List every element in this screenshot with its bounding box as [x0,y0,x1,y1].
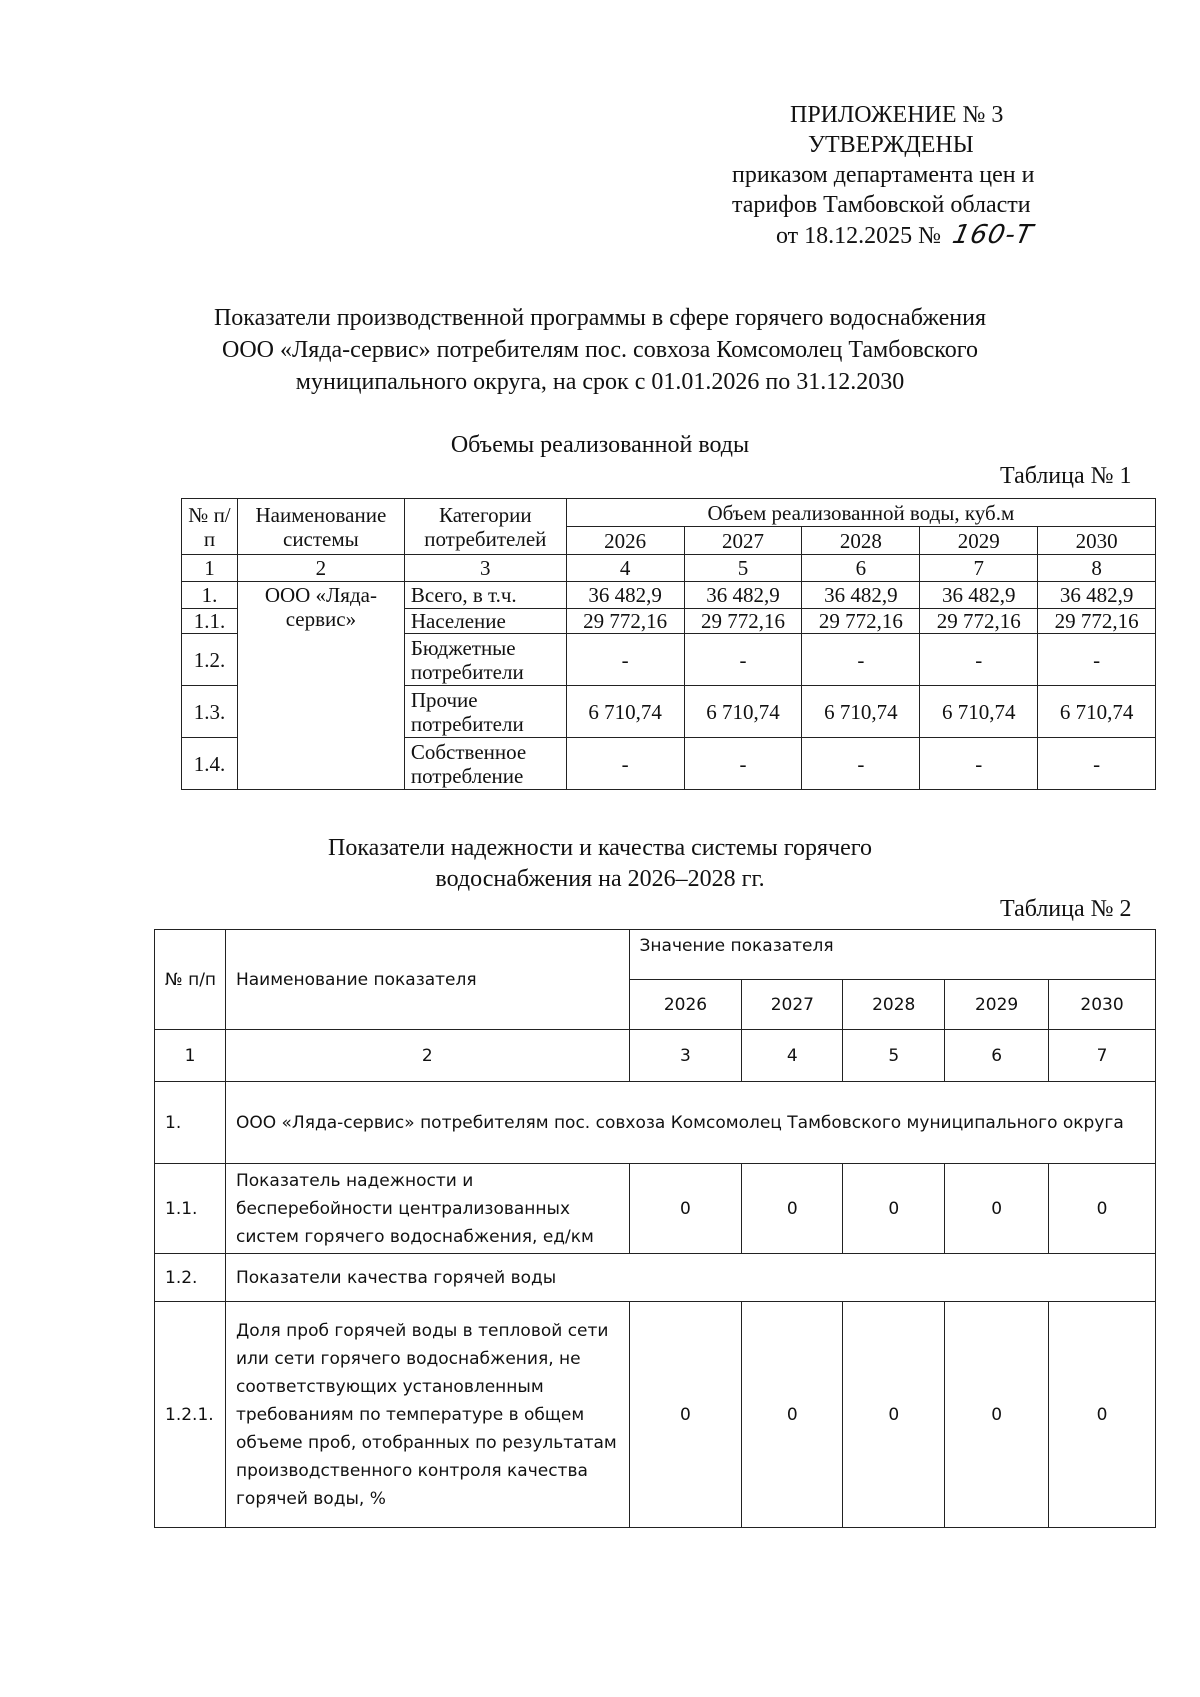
row-name: Показатель надежности и бесперебойности централизованных систем горячего водоснабжения, ед/км [225,1164,629,1254]
order-date: от 18.12.2025 № [776,223,942,249]
header-year: 2029 [920,527,1038,555]
column-numbers-row [182,555,1156,582]
row-value: 0 [843,1302,945,1528]
row-category: Население [404,609,566,634]
col-number: 2 [237,555,404,582]
header-year: 2029 [945,980,1049,1030]
table2-caption: Таблица № 2 [1000,896,1132,922]
row-category: Всего, в т.ч. [404,582,566,609]
row-value: 0 [629,1302,742,1528]
row-category: Прочие потребители [404,686,566,738]
row-value: - [566,634,684,686]
order-line-2: тарифов Тамбовской области [732,192,1031,218]
row-value: 29 772,16 [684,609,802,634]
header-category: Категории потребителей [404,499,566,555]
row-value: 36 482,9 [566,582,684,609]
table-row [182,582,1156,609]
column-numbers-row [155,1030,1156,1082]
row-num: 1.2.1. [155,1302,226,1528]
row-value: 0 [1049,1302,1156,1528]
row-value: - [1038,634,1156,686]
row-value: 29 772,16 [920,609,1038,634]
row-value: 0 [742,1164,843,1254]
title-line-3: муниципального округа, на срок с 01.01.2026 по 31.12.2030 [295,369,905,395]
row-name: Показатели качества горячей воды [225,1254,1155,1302]
header-value: Значение показателя [629,930,1155,980]
col-number: 4 [566,555,684,582]
row-num: 1. [182,582,238,609]
table2-subtitle [200,833,1000,895]
col-number: 7 [920,555,1038,582]
row-value: 0 [945,1302,1049,1528]
col-number: 5 [684,555,802,582]
header-year: 2030 [1038,527,1156,555]
col-number: 2 [225,1030,629,1082]
approval-header [720,100,1120,251]
row-category: Бюджетные потребители [404,634,566,686]
order-line-1: приказом департамента цен и [732,162,1035,188]
row-value: - [920,634,1038,686]
appendix-label: ПРИЛОЖЕНИЕ № 3 [790,102,1004,128]
table1-subtitle: Объемы реализованной воды [450,432,750,458]
col-number: 4 [742,1030,843,1082]
header-year: 2028 [843,980,945,1030]
row-value: 36 482,9 [684,582,802,609]
document-title [130,302,1070,398]
col-number: 6 [802,555,920,582]
row-value: - [566,738,684,790]
title-line-2: ООО «Ляда-сервис» потребителям пос. совхоза Комсомолец Тамбовского [222,337,978,363]
row-value: - [802,738,920,790]
row-value: 36 482,9 [920,582,1038,609]
title-line-1: Показатели производственной программы в сфере горячего водоснабжения [213,305,987,331]
table1-caption: Таблица № 1 [1000,463,1132,489]
row-name: Доля проб горячей воды в тепловой сети или сети горячего водоснабжения, не соответствующих установленным требованиям по температуре в общем объеме проб, отобранных по результатам производственного контроля качества горячей воды, % [225,1302,629,1528]
col-number: 3 [629,1030,742,1082]
handwritten-order-number: 160-Т [949,220,1037,250]
header-year: 2028 [802,527,920,555]
header-year: 2026 [629,980,742,1030]
col-number: 6 [945,1030,1049,1082]
table-row [155,1302,1156,1528]
header-volume: Объем реализованной воды, куб.м [566,499,1155,527]
col-number: 3 [404,555,566,582]
row-value: 6 710,74 [566,686,684,738]
row-value: - [684,634,802,686]
header-system: Наименование системы [237,499,404,555]
row-value: - [1038,738,1156,790]
table-row [155,1254,1156,1302]
row-value: 29 772,16 [802,609,920,634]
header-year: 2026 [566,527,684,555]
row-value: 0 [629,1164,742,1254]
row-value: 0 [742,1302,843,1528]
header-year: 2030 [1049,980,1156,1030]
order-date-line [720,220,1120,251]
col-number: 1 [182,555,238,582]
table-row [155,1164,1156,1254]
row-value: 0 [843,1164,945,1254]
row-value: 36 482,9 [1038,582,1156,609]
row-value: 6 710,74 [920,686,1038,738]
row-num: 1.3. [182,686,238,738]
row-value: 29 772,16 [566,609,684,634]
header-year: 2027 [684,527,802,555]
quality-table [154,929,1156,1528]
table-row [155,1082,1156,1164]
row-value: - [920,738,1038,790]
col-number: 7 [1049,1030,1156,1082]
row-value: - [684,738,802,790]
row-value: 29 772,16 [1038,609,1156,634]
row-category: Собственное потребление [404,738,566,790]
table2-subtitle-line-2: водоснабжения на 2026–2028 гг. [435,866,765,892]
row-num: 1.4. [182,738,238,790]
row-value: 0 [1049,1164,1156,1254]
col-number: 8 [1038,555,1156,582]
header-num: № п/п [155,930,226,1030]
col-number: 5 [843,1030,945,1082]
header-num: № п/п [182,499,238,555]
row-value: 36 482,9 [802,582,920,609]
row-num: 1.2. [182,634,238,686]
row-num: 1.1. [155,1164,226,1254]
col-number: 1 [155,1030,226,1082]
row-value: 6 710,74 [802,686,920,738]
row-name: ООО «Ляда-сервис» потребителям пос. совхоза Комсомолец Тамбовского муниципального округа [225,1082,1155,1164]
table2-subtitle-line-1: Показатели надежности и качества системы горячего [328,835,872,861]
approved-label: УТВЕРЖДЕНЫ [808,132,974,158]
row-value: 0 [945,1164,1049,1254]
header-year: 2027 [742,980,843,1030]
row-value: 6 710,74 [684,686,802,738]
row-num: 1.1. [182,609,238,634]
row-value: - [802,634,920,686]
row-num: 1.2. [155,1254,226,1302]
row-num: 1. [155,1082,226,1164]
header-name: Наименование показателя [225,930,629,1030]
system-name: ООО «Ляда-сервис» [237,582,404,790]
volumes-table [181,498,1156,790]
row-value: 6 710,74 [1038,686,1156,738]
